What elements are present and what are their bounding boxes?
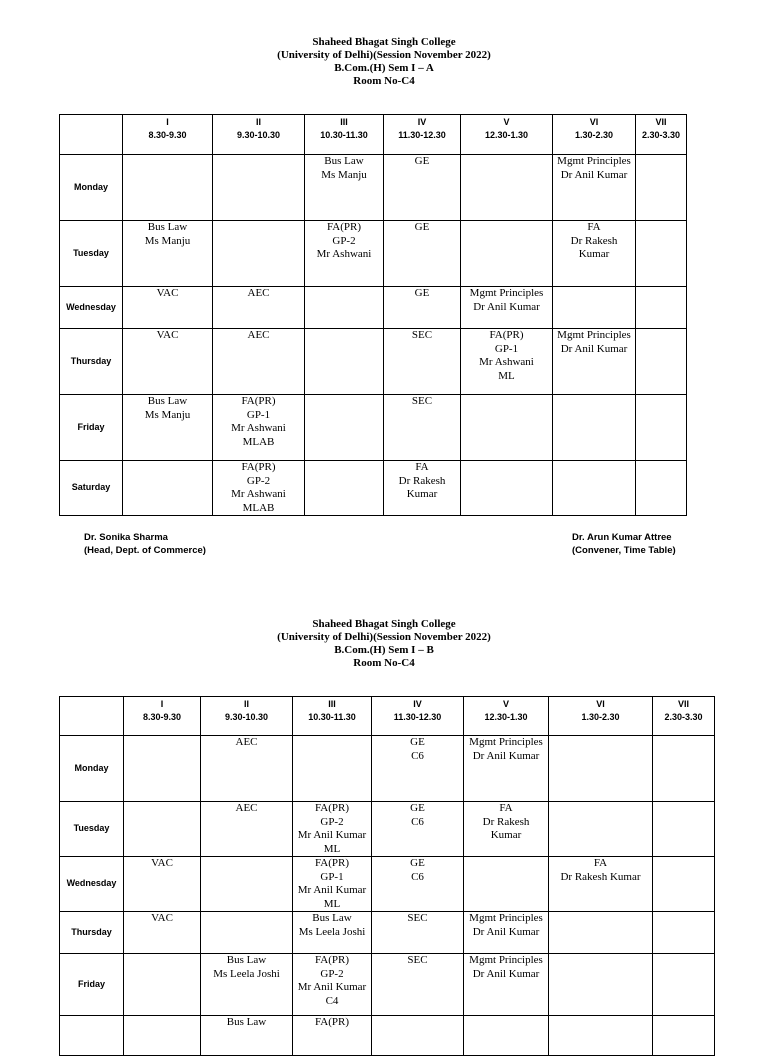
course-title: B.Com.(H) Sem I – B bbox=[334, 644, 434, 656]
period-header-2 bbox=[201, 697, 293, 736]
timetable-grid bbox=[59, 696, 715, 1056]
table-row bbox=[60, 221, 687, 287]
schedule-cell bbox=[124, 857, 201, 912]
college-name: Shaheed Bhagat Singh College bbox=[312, 618, 456, 630]
period-number: III bbox=[340, 117, 348, 127]
period-header-6 bbox=[549, 697, 653, 736]
university-session: (University of Delhi)(Session November 2022) bbox=[277, 49, 491, 61]
schedule-cell bbox=[305, 287, 384, 329]
cell-line: FA bbox=[587, 221, 601, 233]
schedule-cell bbox=[653, 1016, 715, 1056]
schedule-cell bbox=[293, 1016, 372, 1056]
schedule-cell bbox=[201, 954, 293, 1016]
cell-line: Mr Ashwani bbox=[231, 422, 286, 434]
cell-line: AEC bbox=[235, 802, 258, 814]
schedule-cell bbox=[464, 736, 549, 802]
period-header-5 bbox=[464, 697, 549, 736]
cell-line: MLAB bbox=[242, 501, 275, 514]
cell-line: Mr Anil Kumar bbox=[297, 884, 367, 896]
schedule-cell bbox=[653, 802, 715, 857]
schedule-cell bbox=[464, 1016, 549, 1056]
period-time: 12.30-1.30 bbox=[484, 130, 529, 140]
timetable-header bbox=[0, 36, 768, 88]
period-header-7 bbox=[636, 115, 687, 155]
schedule-cell bbox=[123, 221, 213, 287]
cell-line: GE bbox=[410, 857, 425, 869]
schedule-cell bbox=[553, 329, 636, 395]
cell-line: ML bbox=[323, 897, 341, 910]
schedule-cell bbox=[201, 802, 293, 857]
schedule-cell bbox=[653, 912, 715, 954]
period-time: 9.30-10.30 bbox=[224, 712, 269, 722]
room-number: Room No-C4 bbox=[353, 657, 415, 669]
cell-line: FA(PR) bbox=[489, 329, 524, 341]
cell-line: FA(PR) bbox=[326, 221, 362, 233]
table-row bbox=[60, 857, 715, 912]
period-time: 1.30-2.30 bbox=[581, 712, 620, 722]
cell-line: Bus Law bbox=[147, 395, 188, 407]
schedule-cell bbox=[553, 221, 636, 287]
cell-line: GE bbox=[414, 287, 430, 299]
schedule-cell bbox=[553, 155, 636, 221]
table-row bbox=[60, 736, 715, 802]
period-time: 10.30-11.30 bbox=[308, 712, 356, 722]
period-header-6 bbox=[553, 115, 636, 155]
schedule-cell bbox=[549, 1016, 653, 1056]
signatory-name: Dr. Arun Kumar Attree bbox=[572, 532, 672, 543]
cell-line: Dr Anil Kumar bbox=[560, 168, 628, 181]
university-session: (University of Delhi)(Session November 2022) bbox=[277, 631, 491, 643]
day-cell: Friday bbox=[60, 395, 123, 461]
schedule-cell bbox=[293, 954, 372, 1016]
period-header-1 bbox=[123, 115, 213, 155]
cell-line: C6 bbox=[411, 815, 424, 828]
day-cell: Thursday bbox=[60, 912, 124, 954]
schedule-cell bbox=[384, 461, 461, 516]
day-cell: Monday bbox=[60, 736, 124, 802]
cell-line: FA bbox=[415, 461, 429, 473]
header-corner-cell bbox=[60, 115, 123, 155]
cell-line: FA(PR) bbox=[314, 802, 350, 814]
cell-line: Bus Law bbox=[324, 155, 364, 167]
schedule-cell bbox=[201, 857, 293, 912]
schedule-cell bbox=[549, 736, 653, 802]
schedule-cell bbox=[461, 287, 553, 329]
cell-line: Bus Law bbox=[226, 954, 267, 966]
cell-line: FA(PR) bbox=[241, 461, 276, 473]
cell-line: FA(PR) bbox=[314, 857, 350, 869]
cell-line: AEC bbox=[247, 287, 270, 299]
cell-line: Kumar bbox=[578, 248, 610, 260]
schedule-cell bbox=[305, 461, 384, 516]
period-time: 1.30-2.30 bbox=[574, 130, 614, 140]
cell-line: ML bbox=[498, 369, 515, 382]
cell-line: Mr Ashwani bbox=[231, 488, 286, 500]
schedule-cell bbox=[372, 954, 464, 1016]
cell-line: FA(PR) bbox=[241, 395, 276, 407]
signatory-role: (Head, Dept. of Commerce) bbox=[84, 545, 206, 556]
period-header-2 bbox=[213, 115, 305, 155]
table-header-row bbox=[60, 697, 715, 736]
period-time: 11.30-12.30 bbox=[398, 130, 446, 140]
cell-line: Mgmt Principles bbox=[469, 287, 544, 299]
schedule-cell bbox=[553, 395, 636, 461]
schedule-cell bbox=[213, 155, 305, 221]
cell-line: Dr Rakesh bbox=[570, 234, 618, 247]
schedule-cell bbox=[372, 1016, 464, 1056]
schedule-cell bbox=[213, 221, 305, 287]
schedule-cell bbox=[653, 736, 715, 802]
cell-line: VAC bbox=[151, 912, 173, 924]
cell-line: GE bbox=[414, 221, 430, 233]
cell-line: Mgmt Principles bbox=[469, 912, 543, 924]
schedule-cell bbox=[124, 802, 201, 857]
cell-line: GP-2 bbox=[332, 234, 356, 247]
cell-line: FA bbox=[593, 857, 608, 869]
cell-line: Mr Ashwani bbox=[316, 248, 372, 260]
day-cell: Monday bbox=[60, 155, 123, 221]
table-row bbox=[60, 395, 687, 461]
schedule-cell bbox=[549, 802, 653, 857]
cell-line: Mr Anil Kumar bbox=[297, 829, 367, 841]
cell-line: Bus Law bbox=[312, 912, 352, 924]
schedule-cell bbox=[464, 857, 549, 912]
schedule-cell bbox=[549, 857, 653, 912]
cell-line: Ms Manju bbox=[321, 168, 367, 181]
period-number: V bbox=[503, 117, 510, 127]
table-header-row bbox=[60, 115, 687, 155]
cell-line: VAC bbox=[156, 287, 179, 299]
cell-line: Ms Manju bbox=[144, 234, 191, 247]
table-row bbox=[60, 461, 687, 516]
table-row bbox=[60, 329, 687, 395]
cell-line: GP-2 bbox=[320, 815, 344, 828]
cell-line: ML bbox=[323, 842, 341, 855]
schedule-cell bbox=[123, 155, 213, 221]
schedule-cell bbox=[213, 287, 305, 329]
period-header-1 bbox=[124, 697, 201, 736]
period-time: 8.30-9.30 bbox=[142, 712, 182, 722]
period-header-3 bbox=[305, 115, 384, 155]
day-cell: Saturday bbox=[60, 461, 123, 516]
cell-line: Ms Leela Joshi bbox=[213, 967, 280, 980]
schedule-cell bbox=[549, 954, 653, 1016]
schedule-cell bbox=[124, 1016, 201, 1056]
timetable-header bbox=[0, 618, 768, 670]
cell-line: SEC bbox=[411, 329, 433, 341]
day-cell: Friday bbox=[60, 954, 124, 1016]
period-number: VII bbox=[655, 117, 667, 127]
schedule-cell bbox=[213, 329, 305, 395]
college-name: Shaheed Bhagat Singh College bbox=[312, 36, 456, 48]
cell-line: GE bbox=[410, 802, 425, 814]
schedule-cell bbox=[213, 461, 305, 516]
schedule-cell bbox=[293, 802, 372, 857]
cell-line: Dr Rakesh Kumar bbox=[560, 870, 641, 883]
schedule-cell bbox=[464, 802, 549, 857]
schedule-cell bbox=[461, 395, 553, 461]
cell-line: GP-2 bbox=[246, 474, 271, 487]
cell-line: GE bbox=[414, 155, 430, 167]
schedule-cell bbox=[461, 461, 553, 516]
period-time: 2.30-3.30 bbox=[664, 712, 703, 722]
cell-line: Mgmt Principles bbox=[557, 155, 631, 167]
schedule-cell bbox=[372, 912, 464, 954]
schedule-cell bbox=[201, 1016, 293, 1056]
course-title: B.Com.(H) Sem I – A bbox=[334, 62, 434, 74]
signature-convener bbox=[572, 531, 676, 557]
schedule-cell bbox=[123, 461, 213, 516]
schedule-cell bbox=[123, 329, 213, 395]
cell-line: Dr Anil Kumar bbox=[473, 300, 540, 313]
cell-line: Dr Anil Kumar bbox=[472, 967, 540, 980]
period-number: I bbox=[160, 699, 164, 709]
schedule-cell bbox=[653, 954, 715, 1016]
cell-line: Dr Anil Kumar bbox=[560, 342, 628, 355]
timetable-grid bbox=[59, 114, 687, 516]
cell-line: Mgmt Principles bbox=[469, 736, 543, 748]
schedule-cell bbox=[213, 395, 305, 461]
schedule-cell bbox=[124, 954, 201, 1016]
schedule-cell bbox=[636, 155, 687, 221]
table-row bbox=[60, 155, 687, 221]
schedule-cell bbox=[653, 857, 715, 912]
period-header-7 bbox=[653, 697, 715, 736]
period-time: 8.30-9.30 bbox=[148, 130, 187, 140]
cell-line: Mgmt Principles bbox=[557, 329, 631, 341]
schedule-cell bbox=[305, 155, 384, 221]
period-number: VI bbox=[589, 117, 599, 127]
cell-line: AEC bbox=[247, 329, 270, 341]
schedule-cell bbox=[384, 395, 461, 461]
period-number: II bbox=[255, 117, 261, 127]
cell-line: Dr Anil Kumar bbox=[472, 749, 540, 762]
schedule-cell bbox=[553, 461, 636, 516]
period-number: V bbox=[502, 699, 509, 709]
cell-line: GP-1 bbox=[320, 870, 344, 883]
period-header-4 bbox=[384, 115, 461, 155]
period-number: VII bbox=[677, 699, 689, 709]
table-row bbox=[60, 1016, 715, 1056]
schedule-cell bbox=[461, 221, 553, 287]
schedule-cell bbox=[293, 736, 372, 802]
table-row bbox=[60, 912, 715, 954]
cell-line: GE bbox=[410, 736, 425, 748]
schedule-cell bbox=[384, 287, 461, 329]
schedule-cell bbox=[636, 461, 687, 516]
cell-line: SEC bbox=[407, 912, 428, 924]
schedule-cell bbox=[384, 221, 461, 287]
day-cell: Wednesday bbox=[60, 857, 124, 912]
schedule-cell bbox=[461, 329, 553, 395]
cell-line: VAC bbox=[151, 857, 173, 869]
schedule-cell bbox=[305, 395, 384, 461]
period-time: 11.30-12.30 bbox=[393, 712, 442, 722]
schedule-cell bbox=[201, 912, 293, 954]
cell-line: SEC bbox=[407, 954, 428, 966]
schedule-cell bbox=[553, 287, 636, 329]
cell-line: Kumar bbox=[490, 829, 522, 841]
schedule-cell bbox=[636, 287, 687, 329]
signature-head-of-department bbox=[84, 531, 206, 557]
header-corner-cell bbox=[60, 697, 124, 736]
cell-line: Mr Ashwani bbox=[479, 356, 534, 368]
cell-line: Mgmt Principles bbox=[469, 954, 543, 966]
day-cell: Wednesday bbox=[60, 287, 123, 329]
table-row bbox=[60, 287, 687, 329]
schedule-cell bbox=[636, 395, 687, 461]
schedule-cell bbox=[384, 155, 461, 221]
schedule-cell bbox=[461, 155, 553, 221]
period-number: IV bbox=[417, 117, 427, 127]
schedule-cell bbox=[464, 912, 549, 954]
period-number: I bbox=[166, 117, 169, 127]
cell-line: Kumar bbox=[406, 488, 438, 500]
signatory-role: (Convener, Time Table) bbox=[572, 545, 676, 556]
schedule-cell bbox=[124, 912, 201, 954]
cell-line: Ms Leela Joshi bbox=[298, 925, 366, 938]
cell-line: Bus Law bbox=[147, 221, 188, 233]
period-number: II bbox=[243, 699, 249, 709]
cell-line: MLAB bbox=[242, 435, 275, 448]
period-header-4 bbox=[372, 697, 464, 736]
cell-line: FA(PR) bbox=[314, 954, 350, 966]
cell-line: VAC bbox=[156, 329, 179, 341]
cell-line: C6 bbox=[411, 870, 424, 883]
cell-line: Mr Anil Kumar bbox=[297, 981, 367, 993]
schedule-cell bbox=[124, 736, 201, 802]
cell-line: Ms Manju bbox=[144, 408, 191, 421]
period-header-5 bbox=[461, 115, 553, 155]
schedule-cell bbox=[123, 395, 213, 461]
schedule-cell bbox=[201, 736, 293, 802]
schedule-cell bbox=[305, 329, 384, 395]
cell-line: SEC bbox=[411, 395, 433, 407]
period-number: III bbox=[328, 699, 336, 709]
cell-line: Dr Rakesh bbox=[398, 474, 446, 487]
cell-line: FA(PR) bbox=[314, 1016, 350, 1028]
day-cell: Tuesday bbox=[60, 802, 124, 857]
cell-line: GP-2 bbox=[320, 967, 344, 980]
schedule-cell bbox=[293, 857, 372, 912]
cell-line: AEC bbox=[235, 736, 258, 748]
period-header-3 bbox=[293, 697, 372, 736]
cell-line: GP-1 bbox=[494, 342, 519, 355]
table-row bbox=[60, 802, 715, 857]
schedule-cell bbox=[384, 329, 461, 395]
period-number: IV bbox=[413, 699, 422, 709]
day-cell: Tuesday bbox=[60, 221, 123, 287]
period-time: 12.30-1.30 bbox=[484, 712, 528, 722]
schedule-cell bbox=[305, 221, 384, 287]
day-cell: Thursday bbox=[60, 329, 123, 395]
signatory-name: Dr. Sonika Sharma bbox=[84, 532, 168, 543]
cell-line: Dr Rakesh bbox=[482, 815, 530, 828]
period-time: 9.30-10.30 bbox=[236, 130, 281, 140]
room-number: Room No-C4 bbox=[353, 75, 415, 87]
table-row bbox=[60, 954, 715, 1016]
period-time: 2.30-3.30 bbox=[641, 130, 681, 140]
schedule-cell bbox=[372, 857, 464, 912]
cell-line: C6 bbox=[411, 749, 424, 762]
day-cell bbox=[60, 1016, 124, 1056]
schedule-cell bbox=[372, 802, 464, 857]
schedule-cell bbox=[293, 912, 372, 954]
schedule-cell bbox=[549, 912, 653, 954]
schedule-cell bbox=[372, 736, 464, 802]
cell-line: C4 bbox=[325, 994, 339, 1007]
cell-line: Dr Anil Kumar bbox=[472, 925, 540, 938]
schedule-cell bbox=[123, 287, 213, 329]
schedule-cell bbox=[636, 329, 687, 395]
cell-line: GP-1 bbox=[246, 408, 271, 421]
schedule-cell bbox=[464, 954, 549, 1016]
period-time: 10.30-11.30 bbox=[320, 130, 368, 140]
cell-line: FA bbox=[499, 802, 513, 814]
schedule-cell bbox=[636, 221, 687, 287]
cell-line: Bus Law bbox=[226, 1016, 267, 1028]
period-number: VI bbox=[596, 699, 605, 709]
